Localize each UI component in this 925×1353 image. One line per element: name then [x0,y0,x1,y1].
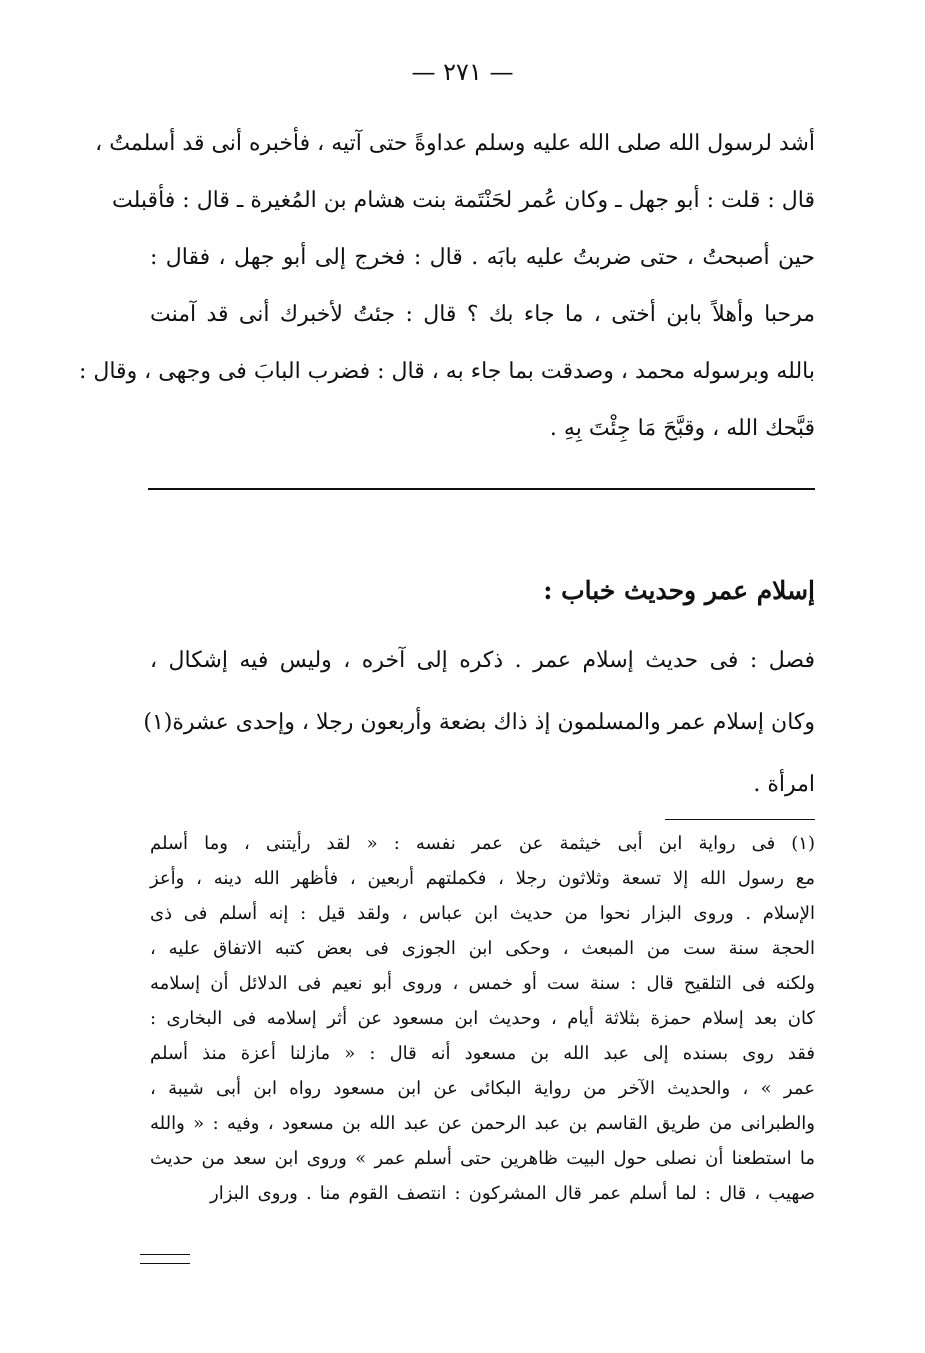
section-divider [148,488,815,490]
text-line: امرأة . [753,772,815,797]
text-line: فصل : فى حديث إسلام عمر . ذكره إلى آخره ، وليس فيه إشكال ، [150,648,815,673]
text-line: بالله وبرسوله محمد ، وصدقت بما جاء به ، قال : فضرب البابَ فى وجهى ، وقال : [78,359,815,384]
section-title: إسلام عمر وحديث خباب : [543,576,815,605]
text-line: أشد لرسول الله صلى الله عليه وسلم عداوةً حتى آتيه ، فأخبره أنى قد أسلمتُ ، [95,131,815,156]
section-paragraph [143,648,815,797]
footnote [150,835,815,1203]
footnote-line: الحجة سنة ست من المبعث ، وحكى ابن الجوزى فى بعض كتبه الاتفاق عليه ، [150,938,815,959]
text-line: حين أصبحتُ ، حتى ضربتُ عليه بابَه . قال : فخرج إلى أبو جهل ، فقال : [150,245,815,270]
footnote-line: فقد روى بسنده إلى عبد الله بن مسعود أنه قال : « مازلنا أعزة منذ أسلم [150,1043,815,1064]
footnote-line: كان بعد إسلام حمزة بثلاثة أيام ، وحديث ابن مسعود عن أثر إسلامه فى البخارى : [150,1008,815,1029]
text-line: مرحبا وأهلاً بابن أختى ، ما جاء بك ؟ قال : جئتُ لأخبرك أنى قد آمنت [150,302,815,327]
page-number: — ٢٧١ — [411,58,514,86]
footnote-line: ما استطعنا أن نصلى حول البيت ظاهرين حتى أسلم عمر » وروى ابن سعد من حديث [150,1148,815,1169]
continuation-mark [140,1254,190,1264]
footnote-line: (١) فى رواية ابن أبى خيثمة عن عمر نفسه : « لقد رأيتنى ، وما أسلم [150,833,815,854]
text-line: وكان إسلام عمر والمسلمون إذ ذاك بضعة وأربعون رجلا ، وإحدى عشرة(١) [143,710,815,735]
footnote-line: مع رسول الله إلا تسعة وثلاثون رجلا ، فكملتهم أربعين ، فأظهر الله دينه ، وأعز [150,868,815,889]
text-line: قال : قلت : أبو جهل ـ وكان عُمر لحَنْتَمة بنت هشام بن المُغيرة ـ قال : فأقبلت [112,188,815,213]
footnote-line: صهيب ، قال : لما أسلم عمر قال المشركون : انتصف القوم منا . وروى البزار [210,1183,815,1204]
footnote-line: ولكنه فى التلقيح قال : سنة ست أو خمس ، وروى أبو نعيم فى الدلائل أن إسلامه [150,973,815,994]
footnote-line: الإسلام . وروى البزار نحوا من حديث ابن عباس ، ولقد قيل : إنه أسلم فى ذى [150,903,815,924]
footnote-line: عمر » ، والحديث الآخر من رواية البكائى عن ابن مسعود رواه ابن أبى شيبة ، [150,1078,815,1099]
text-line: قبَّحك الله ، وقبَّحَ مَا جِئْتَ بِهِ . [549,416,815,441]
top-paragraph [78,131,815,441]
footnote-divider [665,819,815,820]
footnote-line: والطبرانى من طريق القاسم بن عبد الرحمن عن عبد الله بن مسعود ، وفيه : « والله [150,1113,815,1134]
